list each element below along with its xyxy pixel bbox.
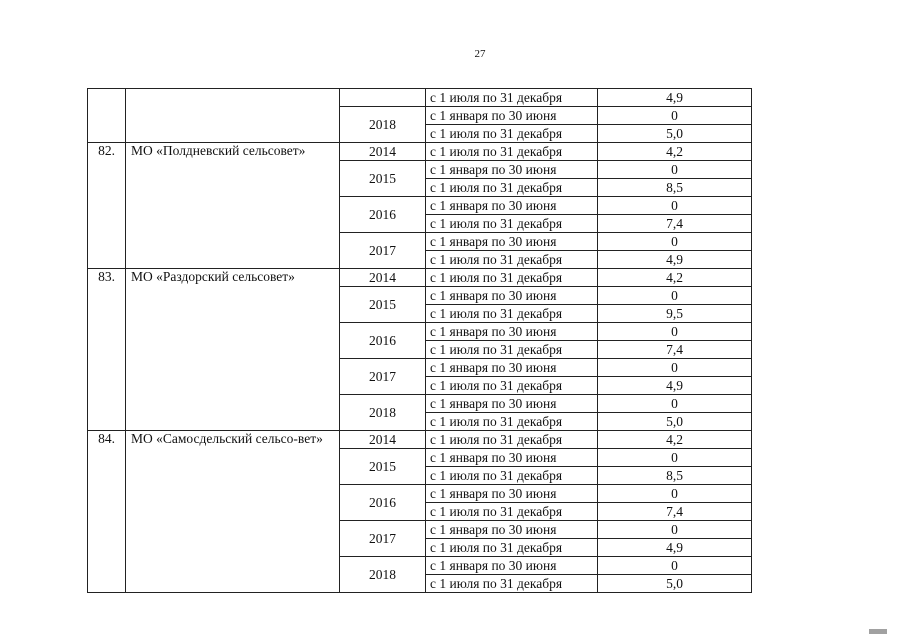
value-cell: 7,4 — [598, 503, 752, 521]
scan-mark — [869, 629, 887, 634]
entity-name-cell: МО «Самосдельский сельсо-вет» — [126, 431, 340, 593]
value-cell: 5,0 — [598, 413, 752, 431]
year-cell: 2015 — [340, 161, 426, 197]
value-cell: 8,5 — [598, 467, 752, 485]
value-cell: 8,5 — [598, 179, 752, 197]
period-cell: с 1 января по 30 июня — [426, 449, 598, 467]
value-cell: 0 — [598, 161, 752, 179]
value-cell: 5,0 — [598, 125, 752, 143]
value-cell: 9,5 — [598, 305, 752, 323]
value-cell: 4,9 — [598, 377, 752, 395]
period-cell: с 1 июля по 31 декабря — [426, 89, 598, 107]
value-cell: 0 — [598, 323, 752, 341]
year-cell: 2017 — [340, 521, 426, 557]
period-cell: с 1 января по 30 июня — [426, 323, 598, 341]
value-cell: 4,9 — [598, 89, 752, 107]
year-cell: 2016 — [340, 485, 426, 521]
period-cell: с 1 июля по 31 декабря — [426, 539, 598, 557]
year-cell: 2015 — [340, 449, 426, 485]
value-cell: 4,2 — [598, 431, 752, 449]
year-cell: 2016 — [340, 323, 426, 359]
value-cell: 0 — [598, 233, 752, 251]
value-cell: 0 — [598, 359, 752, 377]
period-cell: с 1 января по 30 июня — [426, 557, 598, 575]
value-cell: 0 — [598, 197, 752, 215]
value-cell: 4,9 — [598, 251, 752, 269]
period-cell: с 1 июля по 31 декабря — [426, 377, 598, 395]
value-cell: 4,2 — [598, 143, 752, 161]
year-cell: 2014 — [340, 431, 426, 449]
year-cell: 2016 — [340, 197, 426, 233]
period-cell: с 1 января по 30 июня — [426, 287, 598, 305]
period-cell: с 1 июля по 31 декабря — [426, 341, 598, 359]
period-cell: с 1 июля по 31 декабря — [426, 503, 598, 521]
entity-number-cell: 83. — [88, 269, 126, 431]
period-cell: с 1 июля по 31 декабря — [426, 413, 598, 431]
period-cell: с 1 января по 30 июня — [426, 359, 598, 377]
value-cell: 0 — [598, 521, 752, 539]
period-cell: с 1 июля по 31 декабря — [426, 575, 598, 593]
table-body — [88, 89, 752, 593]
table-row — [88, 143, 752, 161]
period-cell: с 1 января по 30 июня — [426, 395, 598, 413]
period-cell: с 1 июля по 31 декабря — [426, 143, 598, 161]
period-cell: с 1 января по 30 июня — [426, 485, 598, 503]
tariff-table — [87, 88, 752, 593]
value-cell: 0 — [598, 287, 752, 305]
year-cell: 2014 — [340, 143, 426, 161]
period-cell: с 1 июля по 31 декабря — [426, 251, 598, 269]
value-cell: 4,9 — [598, 539, 752, 557]
value-cell: 0 — [598, 485, 752, 503]
period-cell: с 1 июля по 31 декабря — [426, 215, 598, 233]
period-cell: с 1 июля по 31 декабря — [426, 305, 598, 323]
value-cell: 0 — [598, 395, 752, 413]
year-cell: 2015 — [340, 287, 426, 323]
entity-number-cell: 84. — [88, 431, 126, 593]
period-cell: с 1 июля по 31 декабря — [426, 125, 598, 143]
value-cell: 5,0 — [598, 575, 752, 593]
entity-name-cell — [126, 89, 340, 143]
value-cell: 7,4 — [598, 341, 752, 359]
period-cell: с 1 июля по 31 декабря — [426, 179, 598, 197]
table-row — [88, 269, 752, 287]
period-cell: с 1 января по 30 июня — [426, 233, 598, 251]
value-cell: 0 — [598, 449, 752, 467]
year-cell: 2018 — [340, 395, 426, 431]
period-cell: с 1 января по 30 июня — [426, 197, 598, 215]
table-row — [88, 89, 752, 107]
value-cell: 7,4 — [598, 215, 752, 233]
period-cell: с 1 января по 30 июня — [426, 161, 598, 179]
period-cell: с 1 июля по 31 декабря — [426, 431, 598, 449]
value-cell: 0 — [598, 107, 752, 125]
value-cell: 4,2 — [598, 269, 752, 287]
year-cell — [340, 89, 426, 107]
entity-name-cell: МО «Раздорский сельсовет» — [126, 269, 340, 431]
period-cell: с 1 января по 30 июня — [426, 521, 598, 539]
year-cell: 2018 — [340, 107, 426, 143]
value-cell: 0 — [598, 557, 752, 575]
table-row — [88, 431, 752, 449]
year-cell: 2017 — [340, 233, 426, 269]
entity-name-cell: МО «Полдневский сельсовет» — [126, 143, 340, 269]
entity-number-cell: 82. — [88, 143, 126, 269]
year-cell: 2017 — [340, 359, 426, 395]
period-cell: с 1 июля по 31 декабря — [426, 467, 598, 485]
year-cell: 2014 — [340, 269, 426, 287]
page-number: 27 — [474, 48, 486, 60]
period-cell: с 1 июля по 31 декабря — [426, 269, 598, 287]
year-cell: 2018 — [340, 557, 426, 593]
period-cell: с 1 января по 30 июня — [426, 107, 598, 125]
entity-number-cell — [88, 89, 126, 143]
